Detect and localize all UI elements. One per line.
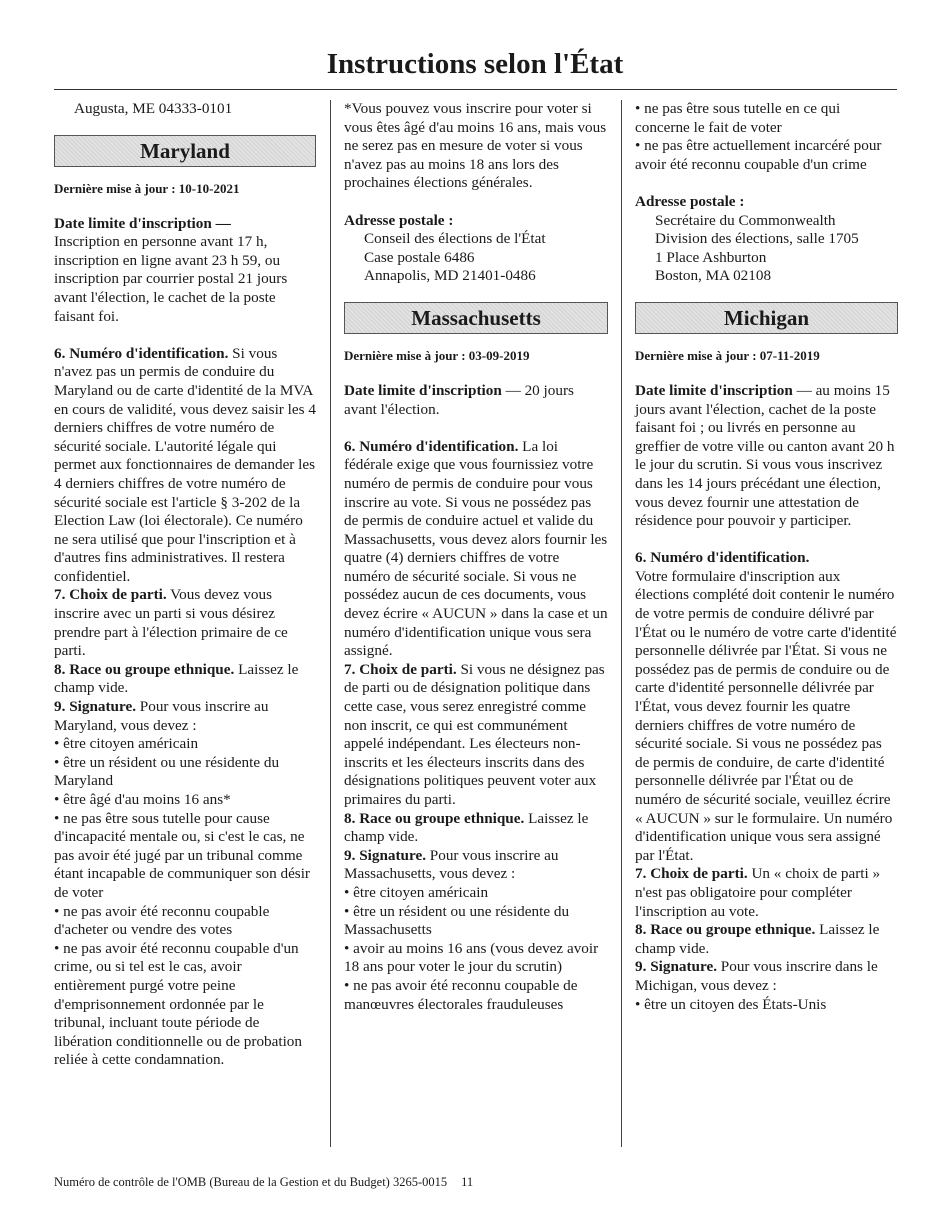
- mail-address-line: Secrétaire du Commonwealth: [655, 211, 836, 229]
- state-header-maryland: Maryland: [54, 135, 316, 167]
- deadline-label: Date limite d'inscription: [344, 381, 502, 399]
- party-label: 7. Choix de parti.: [344, 660, 457, 678]
- mail-label: Adresse postale :: [344, 211, 454, 229]
- michigan-id-label: [635, 549, 898, 568]
- deadline-text: — au moins 15 jours avant l'élection, cachet de la poste faisant foi ; ou livrés en personne au greffier de votre ville ou canton avant 20 h le jour du scrutin. Si vous vous inscrivez dans les 14 jours précédant une élection, vous devez fournir une attestation de résidence pour pouvoir y participer.: [635, 381, 895, 530]
- signature-label: 9. Signature.: [344, 846, 426, 864]
- signature-label: 9. Signature.: [635, 958, 717, 976]
- id-label: 6. Numéro d'identification.: [635, 549, 810, 567]
- race-label: 8. Race ou groupe ethnique.: [635, 921, 816, 939]
- race-text: Laissez le champ vide.: [54, 660, 299, 697]
- maryland-id-section: [54, 345, 316, 587]
- michigan-signature-section: [635, 958, 898, 995]
- michigan-party-section: [635, 865, 898, 921]
- maryland-update-date: Dernière mise à jour : 10-10-2021: [54, 180, 240, 196]
- id-text: La loi fédérale exige que vous fournissiez votre numéro de permis de conduire pour vous inscrire au vote. Si vous ne possédez pas de permis de conduire actuel et valide du Massachusetts, vous devez alors fournir les quatre (4) derniers chiffres de votre numéro de sécurité sociale. Si vous ne possédez aucun de ces documents, vous devez écrire « AUCUN » dans la case et un numéro d'identification unique vous sera assigné.: [344, 437, 608, 660]
- list-item: • ne pas être actuellement incarcéré pour avoir été reconnu coupable d'un crime: [635, 137, 882, 173]
- party-text: Vous devez vous inscrire avec un parti si vous désirez prendre part à l'élection primaire de ce parti.: [54, 586, 288, 660]
- mail-address-line: Annapolis, MD 21401-0486: [364, 267, 536, 285]
- page-footer: [54, 1175, 473, 1190]
- column-1: [54, 100, 316, 1070]
- massachusetts-mail-label: [635, 193, 898, 212]
- column-2: [344, 100, 608, 1014]
- maryland-deadline-section: [54, 215, 316, 327]
- column-divider-1: [330, 100, 331, 1147]
- mail-address-line: Division des élections, salle 1705: [655, 230, 859, 248]
- list-item: • être citoyen américain: [344, 883, 489, 901]
- party-text: Un « choix de parti » n'est pas obligatoire pour compléter l'inscription au vote.: [635, 865, 881, 920]
- list-item: • ne pas être sous tutelle en ce qui concerne le fait de voter: [635, 100, 841, 136]
- list-item: • être un résident ou une résidente du Massachusetts: [344, 902, 570, 939]
- page-number: 11: [461, 1175, 474, 1189]
- list-item: • ne pas avoir été reconnu coupable d'acheter ou vendre des votes: [54, 902, 270, 939]
- id-label: 6. Numéro d'identification.: [54, 344, 229, 362]
- omb-control-number: Numéro de contrôle de l'OMB (Bureau de la Gestion et du Budget) 3265-0015: [54, 1175, 448, 1189]
- deadline-label: Date limite d'inscription: [635, 381, 793, 399]
- party-label: 7. Choix de parti.: [54, 586, 167, 604]
- signature-text: Pour vous inscrire au Maryland, vous devez :: [54, 698, 269, 734]
- deadline-text: Inscription en personne avant 17 h, inscription en ligne avant 23 h 59, ou inscription par courrier postal 21 jours avant l'élection, le cachet de la poste faisant foi.: [54, 233, 288, 325]
- mail-address-line: Boston, MA 02108: [655, 267, 772, 285]
- michigan-id-text: Votre formulaire d'inscription aux élections complété doit contenir le numéro de votre permis de conduire délivré par l'État ou le numéro de votre carte d'identité personnelle délivrée par l'État. Si vous ne possédez pas de permis de conduire ou de carte d'identité personnelle délivrée par l'État, vous devez fournir les quatre derniers chiffres de votre numéro de sécurité sociale. Si vous ne possédez pas de permis de conduire, de carte d'identité personnelle délivrée par l'État ou de numéro de sécurité sociale, veuillez écrire « AUCUN » sur le formulaire. Un numéro d'identification unique vous sera assigné par l'État.: [635, 567, 897, 864]
- mail-address-line: 1 Place Ashburton: [655, 248, 767, 266]
- massachusetts-deadline-section: [344, 382, 608, 419]
- list-item: • ne pas être sous tutelle pour cause d'incapacité mentale ou, si c'est le cas, ne pas avoir été jugé par un tribunal comme étant incapable de communiquer son désir de voter: [54, 809, 310, 901]
- maryland-signature-section: [54, 698, 316, 735]
- massachusetts-party-section: [344, 661, 608, 810]
- maryland-mail-label: [344, 212, 608, 231]
- race-text: Laissez le champ vide.: [344, 809, 589, 846]
- list-item: • avoir au moins 16 ans (vous devez avoir 18 ans pour voter le jour du scrutin): [344, 939, 599, 976]
- massachusetts-id-section: [344, 438, 608, 661]
- party-text: Si vous ne désignez pas de parti ou de désignation politique dans cette case, vous serez enregistré comme non inscrit, ce qui est communément appelé indépendant. Les électeurs non-inscrits et les électeurs inscrits dans des désignations politiques peuvent voter aux primaires du parti.: [344, 660, 605, 808]
- race-text: Laissez le champ vide.: [635, 921, 880, 957]
- list-item: • être âgé d'au moins 16 ans*: [54, 791, 231, 808]
- list-item: • être citoyen américain: [54, 735, 199, 753]
- maryland-race-section: [54, 661, 316, 698]
- maine-address-line: Augusta, ME 04333-0101: [74, 100, 233, 117]
- michigan-update-date: Dernière mise à jour : 07-11-2019: [635, 347, 820, 363]
- michigan-race-section: [635, 921, 898, 958]
- state-header-michigan: Michigan: [635, 302, 898, 334]
- race-label: 8. Race ou groupe ethnique.: [54, 660, 235, 678]
- column-divider-2: [621, 100, 622, 1147]
- list-item: • ne pas avoir été reconnu coupable de manœuvres électorales frauduleuses: [344, 976, 578, 1013]
- massachusetts-signature-section: [344, 847, 608, 884]
- page-title: Instructions selon l'État: [326, 48, 624, 80]
- mail-label: Adresse postale :: [635, 192, 745, 210]
- party-label: 7. Choix de parti.: [635, 865, 748, 883]
- list-item: • être un résident ou une résidente du Maryland: [54, 753, 280, 790]
- column-3: [635, 100, 898, 1014]
- list-item: • ne pas avoir été reconnu coupable d'un crime, ou si tel est le cas, avoir entièrement purgé votre peine d'emprisonnement ordonnée par le tribunal, incluant toute période de libération conditionnelle ou de probation reliée à cette condamnation.: [54, 939, 302, 1069]
- deadline-label: Date limite d'inscription —: [54, 214, 231, 232]
- signature-text: Pour vous inscrire au Massachusetts, vous devez :: [344, 846, 559, 883]
- massachusetts-update-date: Dernière mise à jour : 03-09-2019: [344, 347, 530, 363]
- deadline-text: — 20 jours avant l'élection.: [344, 381, 574, 418]
- state-header-massachusetts: Massachusetts: [344, 302, 608, 334]
- mail-address-line: Case postale 6486: [364, 248, 475, 266]
- maryland-party-section: [54, 586, 316, 660]
- mail-address-line: Conseil des élections de l'État: [364, 230, 546, 248]
- title-divider: [54, 89, 897, 90]
- massachusetts-race-section: [344, 810, 608, 847]
- race-label: 8. Race ou groupe ethnique.: [344, 809, 525, 827]
- id-text: Si vous n'avez pas un permis de conduire du Maryland ou de carte d'identité de la MVA en cours de validité, vous devez saisir les 4 derniers chiffres de votre numéro de sécurité sociale. L'autorité légale qui permet aux fonctionnaires de demander les 4 derniers chiffres de votre numéro de sécurité sociale est l'article § 3-202 de la Election Law (loi électorale). Ce numéro ne sera utilisé que pour l'inscription et à d'autres fins administratives. Il restera confidentiel.: [54, 344, 316, 585]
- id-label: 6. Numéro d'identification.: [344, 437, 519, 455]
- age-footnote: *Vous pouvez vous inscrire pour voter si vous êtes âgé d'au moins 16 ans, mais vous ne serez pas en mesure de voter si vous n'avez pas au moins 18 ans lors des prochaines élections générales.: [344, 100, 607, 192]
- list-item: • être un citoyen des États-Unis: [635, 995, 827, 1013]
- signature-label: 9. Signature.: [54, 698, 136, 716]
- michigan-deadline-section: [635, 382, 898, 531]
- signature-text: Pour vous inscrire dans le Michigan, vous devez :: [635, 958, 878, 994]
